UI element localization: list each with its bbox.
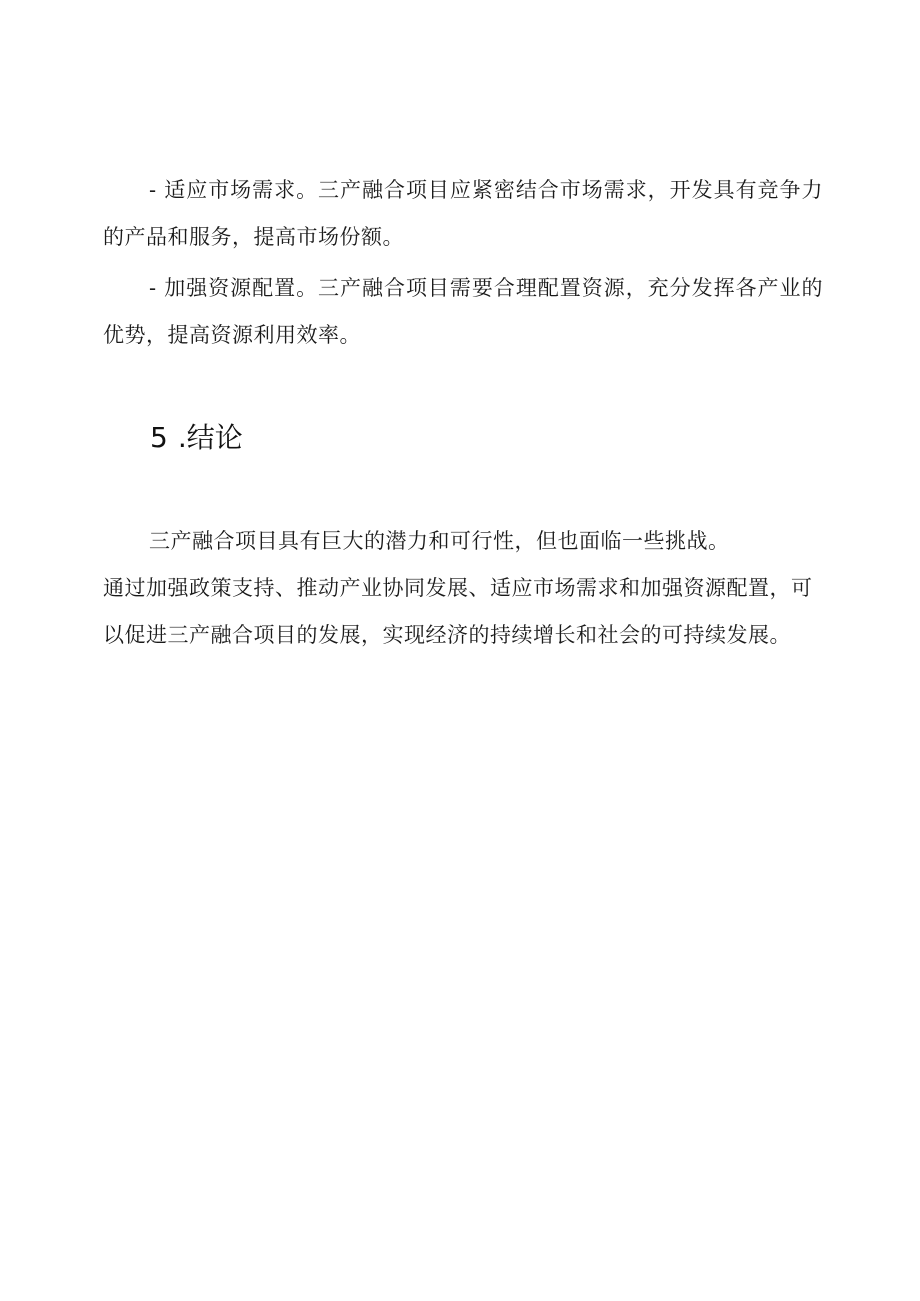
conclusion-line: 三产融合项目具有巨大的潜力和可行性，但也面临一些挑战。 <box>149 529 730 553</box>
section-number: 5 <box>150 421 168 454</box>
conclusion-line: 通过加强政策支持、推动产业协同发展、适应市场需求和加强资源配置，可 <box>103 576 813 600</box>
conclusion-line: 以促进三产融合项目的发展，实现经济的持续增长和社会的可持续发展。 <box>103 623 791 647</box>
bullet-resource-allocation: - 加强资源配置。三产融合项目需要合理配置资源，充分发挥各产业的优势，提高资源利用效率。 <box>103 276 823 347</box>
section-title: .结论 <box>177 421 243 454</box>
bullet-market-demand: - 适应市场需求。三产融合项目应紧密结合市场需求，开发具有竞争力的产品和服务，提高市场份额。 <box>103 178 823 249</box>
section-heading <box>150 418 243 458</box>
conclusion-paragraph <box>103 518 823 659</box>
